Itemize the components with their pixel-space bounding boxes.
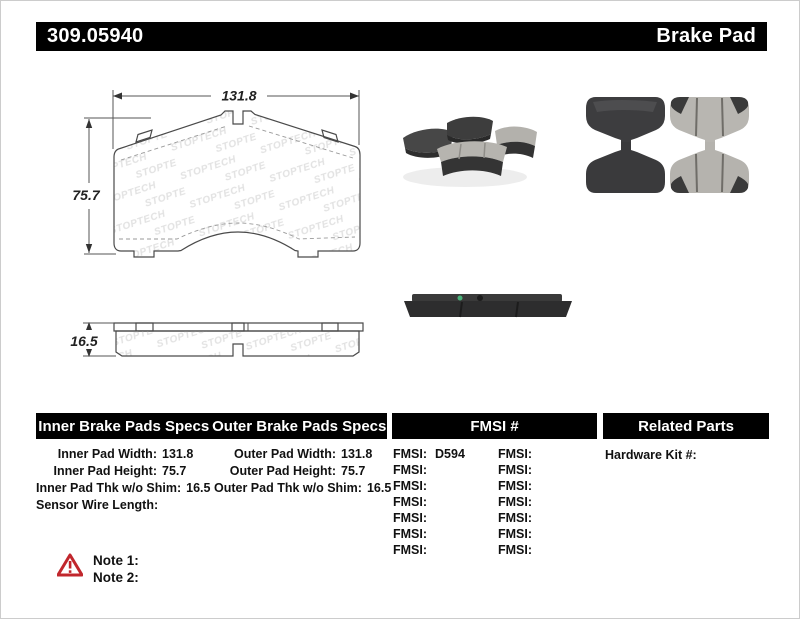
dimension-thickness-label: 16.5 <box>70 333 98 349</box>
spec-label: Inner Pad Width: <box>57 446 157 461</box>
notes-section <box>93 552 144 586</box>
spec-label: Outer Pad Thk w/o Shim: <box>214 480 362 495</box>
fmsi-row <box>393 462 465 478</box>
fmsi-label: FMSI: <box>498 511 533 525</box>
green-marker-dot <box>458 296 463 301</box>
fmsi-row <box>393 478 465 494</box>
fmsi-label: FMSI: <box>393 479 428 493</box>
fmsi-label: FMSI: <box>498 479 533 493</box>
spec-row <box>36 496 214 513</box>
fmsi-row <box>498 526 540 542</box>
front-view-drawing <box>61 81 381 281</box>
fmsi-label: FMSI: <box>393 495 428 509</box>
fmsi-label: FMSI: <box>498 447 533 461</box>
spec-row <box>214 445 387 462</box>
fmsi-row <box>498 510 540 526</box>
fmsi-header: FMSI # <box>470 417 519 435</box>
spec-value: 75.7 <box>341 463 366 478</box>
fmsi-label: FMSI: <box>498 463 533 477</box>
fmsi-column-2 <box>498 446 540 558</box>
spec-value: 131.8 <box>341 446 373 461</box>
part-number: 309.05940 <box>47 25 144 47</box>
pad-hole <box>477 295 483 301</box>
photo-pads-perspective <box>395 101 545 191</box>
note-label: Note 2: <box>93 570 139 585</box>
fmsi-label: FMSI: <box>393 543 428 557</box>
brake-pad-back <box>586 142 665 193</box>
abutment-clip <box>322 323 338 331</box>
fmsi-row <box>393 510 465 526</box>
header-bar <box>36 22 767 51</box>
spec-value: 16.5 <box>366 480 392 495</box>
fmsi-value: D594 <box>435 447 465 461</box>
fmsi-row <box>393 526 465 542</box>
fmsi-label: FMSI: <box>498 495 533 509</box>
fmsi-row <box>498 478 540 494</box>
outer-specs-header: Outer Brake Pads Specs <box>212 417 387 435</box>
pad-backing-edge <box>412 294 562 302</box>
photo-pad-edge <box>398 291 578 323</box>
spec-label: Sensor Wire Length: <box>36 497 159 512</box>
fmsi-header-bar <box>392 413 597 439</box>
fmsi-row <box>393 542 465 558</box>
spec-label: Inner Pad Thk w/o Shim: <box>36 480 182 495</box>
spec-value: 75.7 <box>162 463 187 478</box>
spec-row <box>214 479 392 496</box>
backing-plate-strip <box>114 323 363 331</box>
fmsi-label: FMSI: <box>498 527 533 541</box>
product-type-label: Brake Pad <box>656 25 756 47</box>
spec-row <box>36 445 214 462</box>
related-parts-header-bar <box>603 413 769 439</box>
spec-row <box>36 479 214 496</box>
fmsi-label: FMSI: <box>393 527 428 541</box>
fmsi-row <box>498 494 540 510</box>
spec-value: 131.8 <box>162 446 194 461</box>
abutment-clip <box>232 323 244 331</box>
dimension-width-label: 131.8 <box>221 87 257 104</box>
fmsi-row <box>498 542 540 558</box>
spec-label: Outer Pad Width: <box>234 446 336 461</box>
note-label: Note 1: <box>93 553 139 568</box>
inner-specs-header: Inner Brake Pads Specs <box>38 417 210 435</box>
spec-label: Inner Pad Height: <box>53 463 157 478</box>
specs-header-bar <box>36 413 387 439</box>
spec-label: Outer Pad Height: <box>229 463 336 478</box>
fmsi-row <box>498 446 540 462</box>
fmsi-label: FMSI: <box>393 511 428 525</box>
warning-icon <box>57 553 83 577</box>
pad-friction-edge <box>404 301 572 317</box>
fmsi-row <box>393 446 465 462</box>
photo-pads-flat <box>579 89 754 201</box>
fmsi-label: FMSI: <box>393 463 428 477</box>
related-parts-table <box>605 446 702 463</box>
inner-specs-column <box>36 445 214 513</box>
spec-row <box>36 462 214 479</box>
fmsi-column-1 <box>393 446 465 558</box>
brake-pad-photo <box>447 117 493 140</box>
spec-value: 16.5 <box>186 480 211 495</box>
note-row <box>93 569 144 586</box>
outer-specs-column <box>214 445 392 496</box>
side-view-drawing <box>56 306 386 371</box>
related-parts-header: Related Parts <box>638 417 734 435</box>
related-label: Hardware Kit #: <box>605 447 697 462</box>
fmsi-row <box>393 494 465 510</box>
note-row <box>93 552 144 569</box>
dimension-height-label: 75.7 <box>72 187 100 203</box>
abutment-clip <box>136 323 153 331</box>
fmsi-row <box>498 462 540 478</box>
fmsi-label: FMSI: <box>498 543 533 557</box>
fmsi-label: FMSI: <box>393 447 428 461</box>
spec-row <box>214 462 387 479</box>
related-row <box>605 446 702 463</box>
